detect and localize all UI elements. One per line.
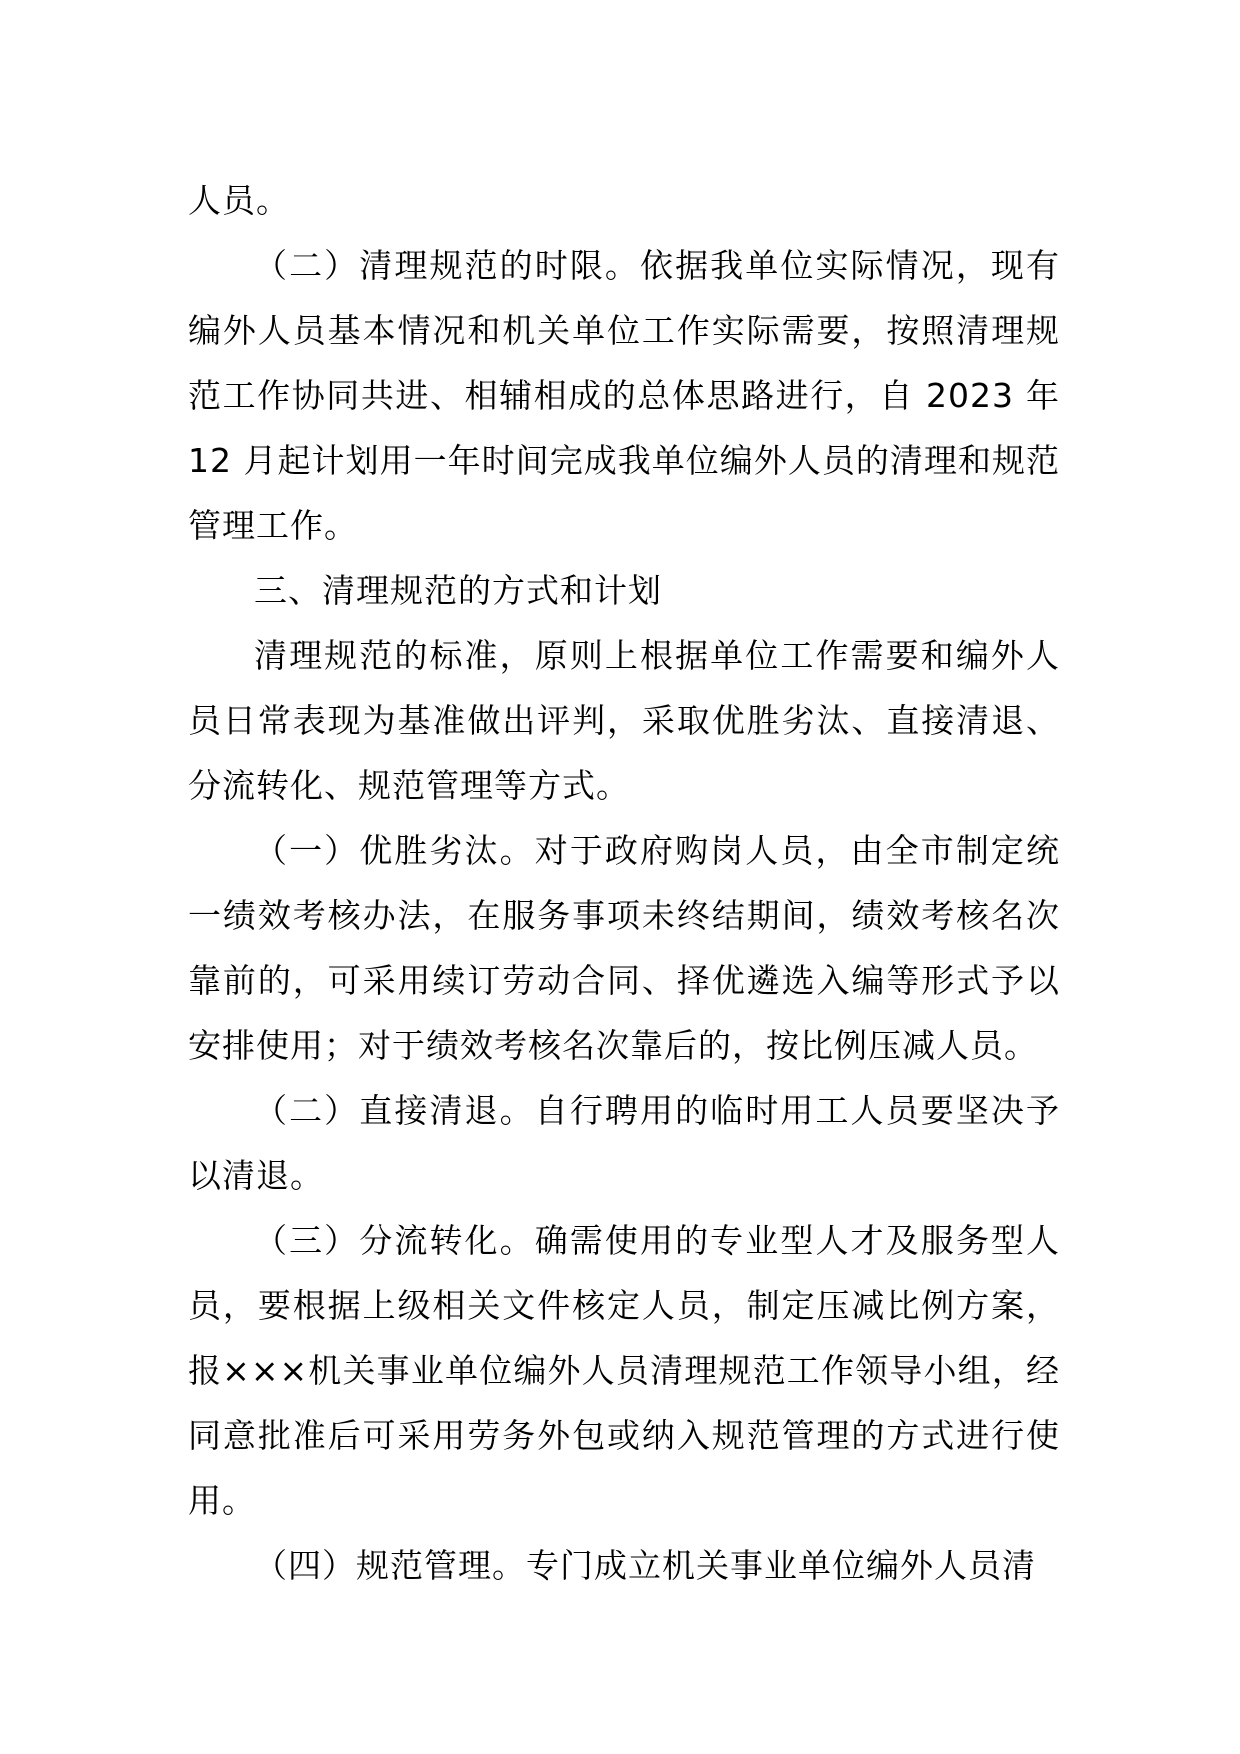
text-line: 以清退。 xyxy=(188,1156,324,1195)
text-line: 范工作协同共进、相辅相成的总体思路进行，自 2023 年 xyxy=(188,376,1060,415)
paragraph-5 xyxy=(188,818,1060,1078)
paragraph-2 xyxy=(188,233,1060,558)
paragraph-7 xyxy=(188,1208,1060,1533)
text-line: （三）分流转化。确需使用的专业型人才及服务型人 xyxy=(254,1221,1060,1260)
text-line: 管理工作。 xyxy=(188,506,358,545)
document-body xyxy=(188,168,1060,1598)
text-line: 清理规范的标准，原则上根据单位工作需要和编外人 xyxy=(254,636,1060,675)
text-line: 靠前的，可采用续订劳动合同、择优遴选入编等形式予以 xyxy=(188,961,1060,1000)
text-line: （四）规范管理。专门成立机关事业单位编外人员清 xyxy=(254,1546,1036,1585)
text-line: 员日常表现为基准做出评判，采取优胜劣汰、直接清退、 xyxy=(188,701,1060,740)
text-line: 编外人员基本情况和机关单位工作实际需要，按照清理规 xyxy=(188,311,1060,350)
paragraph-6 xyxy=(188,1078,1060,1208)
text-line: 员，要根据上级相关文件核定人员，制定压减比例方案， xyxy=(188,1286,1060,1325)
section-heading xyxy=(188,558,1060,623)
text-line: 同意批准后可采用劳务外包或纳入规范管理的方式进行使 xyxy=(188,1416,1060,1455)
text-line: 三、清理规范的方式和计划 xyxy=(254,571,662,610)
text-line: （二）清理规范的时限。依据我单位实际情况，现有 xyxy=(254,246,1060,285)
text-line: 分流转化、规范管理等方式。 xyxy=(188,766,630,805)
text-line: （二）直接清退。自行聘用的临时用工人员要坚决予 xyxy=(254,1091,1060,1130)
text-line: 一绩效考核办法，在服务事项未终结期间，绩效考核名次 xyxy=(188,896,1060,935)
text-line: 安排使用；对于绩效考核名次靠后的，按比例压减人员。 xyxy=(188,1026,1038,1065)
text-line: 用。 xyxy=(188,1481,256,1520)
text-line: （一）优胜劣汰。对于政府购岗人员，由全市制定统 xyxy=(254,831,1060,870)
text-line: 人员。 xyxy=(188,181,290,220)
text-line: 报×××机关事业单位编外人员清理规范工作领导小组，经 xyxy=(188,1351,1060,1390)
paragraph-1 xyxy=(188,168,1060,233)
paragraph-8 xyxy=(188,1533,1060,1598)
paragraph-4 xyxy=(188,623,1060,818)
text-line: 12 月起计划用一年时间完成我单位编外人员的清理和规范 xyxy=(188,441,1060,480)
